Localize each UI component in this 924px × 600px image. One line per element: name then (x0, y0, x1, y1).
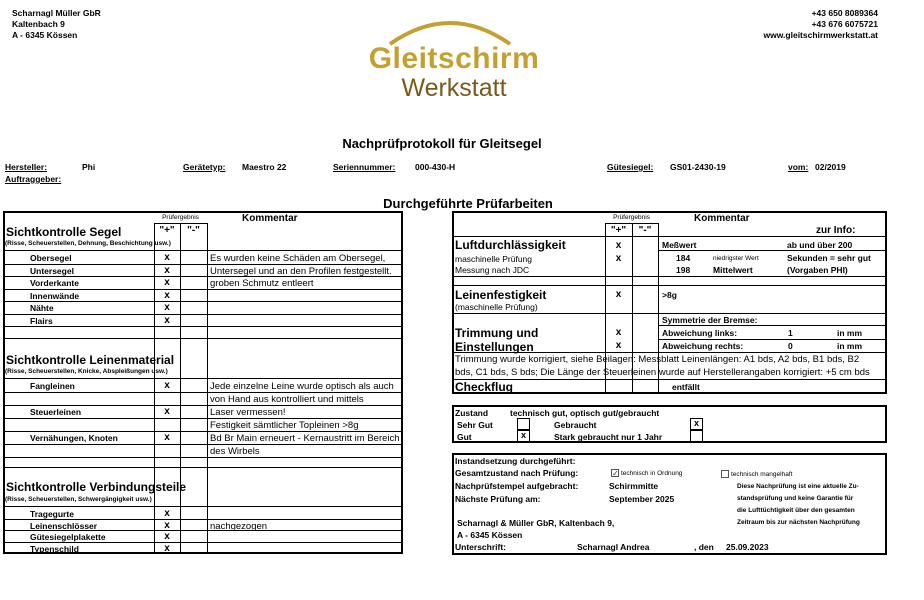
row-comment: Es wurden keine Schäden am Obersegel, (210, 253, 386, 264)
auftraggeber-label: Auftraggeber: (5, 174, 62, 184)
row-mark: x (164, 302, 170, 313)
leinen-title: Leinenfestigkeit (455, 288, 547, 302)
phone-1: +43 650 8089364 (811, 8, 878, 18)
mangelhaft-checkbox[interactable] (721, 470, 729, 478)
left-kommentar-header: Kommentar (242, 213, 298, 224)
ok-label: technisch in Ordnung (621, 470, 683, 477)
messung-jdc: Messung nach JDC (455, 265, 530, 275)
row-label: Vorderkante (30, 278, 79, 288)
symmetrie-label: Symmetrie der Bremse: (662, 315, 758, 325)
phone-2: +43 676 6075721 (811, 19, 878, 29)
left-plus-header: "+" (159, 225, 175, 236)
mittelwert-label: Mittelwert (713, 265, 753, 275)
leinen-sub: (maschinelle Prüfung) (455, 302, 538, 312)
note-3: die Lufttüchtigkeit über den gesamten (737, 507, 855, 514)
row-mark: x (164, 380, 170, 391)
stempel-value: Schirmmitte (609, 481, 659, 491)
row-divider (3, 444, 403, 445)
niedrigster-label: niedrigster Wert (713, 255, 759, 262)
row-mark: x (164, 508, 170, 519)
next-label: Nächste Prüfung am: (455, 494, 541, 504)
row-divider (3, 431, 403, 432)
sec2-title: Sichtkontrolle Leinenmaterial (6, 353, 175, 367)
row-comment: Laser vermessen! (210, 407, 286, 418)
right-pruefergebnis: Prüfergebnis (613, 214, 650, 221)
row-label: Nähte (30, 303, 54, 313)
row-label: Steuerleinen (30, 407, 82, 417)
row-label: Typenschild (30, 543, 79, 554)
hersteller-value: Phi (82, 162, 96, 172)
sehr-gut-checkbox[interactable] (517, 418, 530, 430)
row-mark: x (164, 264, 170, 276)
messwert-label: Meßwert (662, 240, 697, 250)
row-label: Fangleinen (30, 381, 75, 391)
trimm-note-2: bds, C1 bds, S bds; Die Länge der Steuerleinen wurde auf Herstellerangaben korrigiert: +5 cm bds (455, 367, 870, 378)
row-mark: x (164, 406, 170, 417)
row-label: Flairs (30, 315, 53, 326)
firm-line-1: Scharnagl & Müller GbR, Kaltenbach 9, (457, 518, 615, 528)
instand-label: Instandsetzung durchgeführt: (455, 456, 576, 466)
row-mark: x (164, 432, 170, 443)
firm-line-2: A - 6345 Kössen (457, 530, 523, 540)
website: www.gleitschirmwerkstatt.at (763, 30, 878, 40)
row-divider (3, 314, 403, 315)
masch-pruef: maschinelle Prüfung (455, 254, 533, 264)
row-comment: nachgezogen (210, 520, 268, 532)
mangelhaft-label: technisch mangelhaft (731, 471, 793, 478)
seriennummer-value: 000-430-H (415, 162, 456, 172)
gesamt-label: Gesamtzustand nach Prüfung: (455, 468, 579, 478)
right-plus-header: "+" (610, 225, 627, 236)
leinen-mark: x (615, 289, 622, 300)
guetesiegel-value: GS01-2430-19 (670, 162, 726, 172)
stempel-label: Nachprüfstempel aufgebracht: (455, 481, 579, 491)
ok-checkbox[interactable]: ✓ (612, 469, 619, 478)
next-value: September 2025 (609, 494, 675, 504)
row-label: Untersegel (30, 265, 74, 276)
row-comment: von Hand aus kontrolliert und mittels (210, 394, 364, 405)
left-minus-header: "-" (187, 225, 200, 236)
section-heading: Durchgeführte Prüfarbeiten (383, 196, 553, 211)
right-minus-header: "-" (638, 225, 652, 236)
row-mark: x (164, 542, 170, 554)
row-divider (3, 301, 403, 302)
hersteller-label: Hersteller: (5, 162, 48, 172)
zur-info: zur Info: (816, 225, 856, 236)
trimm-mark-1: x (615, 327, 622, 338)
row-divider (3, 326, 403, 327)
note-4: Zeitraum bis zur nächsten Nachprüfung (737, 519, 860, 526)
sekunden-label: Sekunden = sehr gut (787, 253, 871, 263)
ab-200: ab und über 200 (787, 240, 853, 250)
masch-mark: x (615, 253, 622, 264)
sehr-gut-label: Sehr Gut (457, 420, 493, 430)
gebraucht-label: Gebraucht (554, 420, 597, 430)
leinen-value: >8g (662, 290, 677, 300)
logo-text-gleitschirm: Gleitschirm (368, 42, 540, 75)
geraetetyp-label: Gerätetyp: (183, 162, 226, 172)
row-label: Tragegurte (30, 509, 74, 519)
row-label: Vernähungen, Knoten (30, 433, 118, 443)
gebraucht-mark: x (693, 418, 699, 428)
zustand-desc: technisch gut, optisch gut/gebraucht (510, 408, 660, 418)
page-title: Nachprüfprotokoll für Gleitsegel (342, 136, 542, 151)
row-mark: x (164, 519, 170, 531)
zustand-label: Zustand (455, 408, 489, 418)
trimm-note-1: Trimmung wurde korrigiert, siehe Beilagen: Messblatt Leinenlängen: A1 bds, A2 bds, B1 bds, B2 (455, 354, 860, 365)
row-divider (3, 405, 403, 406)
abw-links-value: 1 (788, 328, 793, 338)
luft-mark: x (615, 240, 622, 251)
geraetetyp-value: Maestro 22 (242, 162, 287, 172)
left-pruefergebnis: Prüfergebnis (162, 214, 199, 221)
abw-links-unit: in mm (837, 328, 863, 338)
abw-rechts-unit: in mm (837, 341, 863, 351)
row-divider (3, 392, 403, 393)
luft-title: Luftdurchlässigkeit (455, 238, 566, 252)
abw-links-label: Abweichung links: (662, 328, 738, 338)
trimm-mark-2: x (615, 340, 622, 351)
val-184: 184 (676, 253, 691, 263)
row-mark: x (164, 531, 170, 542)
gut-mark: x (520, 430, 526, 440)
vorgaben-label: (Vorgaben PHI) (787, 265, 848, 275)
row-comment: Untersegel und an den Profilen festgestellt. (210, 265, 392, 277)
row-comment: Jede einzelne Leine wurde optisch als auch (210, 381, 394, 392)
row-comment: Festigkeit sämtlicher Topleinen >8g (210, 420, 359, 431)
row-divider (3, 289, 403, 290)
note-1: Diese Nachprüfung ist eine aktuelle Zu- (737, 483, 859, 490)
row-comment: des Wirbels (210, 446, 260, 457)
note-2: standsprüfung und keine Garantie für (737, 495, 854, 502)
gut-label: Gut (457, 432, 472, 442)
logo-text-werkstatt: Werkstatt (401, 74, 507, 102)
gebraucht-checkbox[interactable] (690, 418, 703, 430)
trimm-title-2: Einstellungen (455, 340, 534, 354)
row-divider (3, 457, 403, 458)
sign-date: 25.09.2023 (726, 542, 769, 552)
seriennummer-label: Seriennummer: (333, 162, 396, 172)
company-city: A - 6345 Kössen (12, 30, 78, 40)
gut-checkbox[interactable] (517, 430, 530, 442)
company-name: Scharnagl Müller GbR (12, 8, 101, 18)
row-mark: x (164, 314, 170, 326)
sec1-title: Sichtkontrolle Segel (6, 225, 122, 239)
val-198: 198 (676, 265, 691, 275)
stark-checkbox[interactable] (690, 430, 703, 442)
checkflug-label: Checkflug (455, 380, 514, 394)
row-mark: x (164, 252, 170, 263)
sec3-title: Sichtkontrolle Verbindungsteile (6, 480, 187, 494)
sec2-subtitle: (Risse, Scheuerstellen, Knicke, Abspleißungen usw.) (5, 368, 168, 375)
sec3-subtitle: (Risse, Scheuerstellen, Schwergängigkeit usw.) (5, 496, 152, 503)
row-mark: x (164, 289, 170, 301)
row-mark: x (164, 277, 170, 288)
vom-value: 02/2019 (815, 162, 846, 172)
stark-label: Stark gebraucht nur 1 Jahr (554, 432, 663, 442)
row-comment: groben Schmutz entleert (210, 278, 314, 289)
row-label: Leinenschlösser (30, 520, 98, 531)
sign-name: Scharnagl Andrea (577, 542, 650, 552)
row-divider (3, 418, 403, 419)
trimm-title-1: Trimmung und (455, 326, 539, 340)
sign-label: Unterschrift: (455, 542, 507, 552)
vom-label: vom: (788, 162, 809, 172)
row-label: Innenwände (30, 290, 80, 301)
row-comment: Bd Br Main erneuert - Kernaustritt im Bereich (210, 433, 400, 444)
row-label: Obersegel (30, 253, 72, 263)
row-label: Gütesiegelplakette (30, 532, 106, 542)
right-kommentar-header: Kommentar (694, 213, 750, 224)
den-label: , den (694, 542, 714, 552)
abw-rechts-value: 0 (788, 341, 793, 351)
abw-rechts-label: Abweichung rechts: (662, 341, 744, 351)
sec1-subtitle: (Risse, Scheuerstellen, Dehnung, Beschichtung usw.) (5, 240, 171, 247)
checkflug-value: entfällt (672, 382, 700, 392)
company-street: Kaltenbach 9 (12, 19, 65, 29)
guetesiegel-label: Gütesiegel: (607, 162, 654, 172)
